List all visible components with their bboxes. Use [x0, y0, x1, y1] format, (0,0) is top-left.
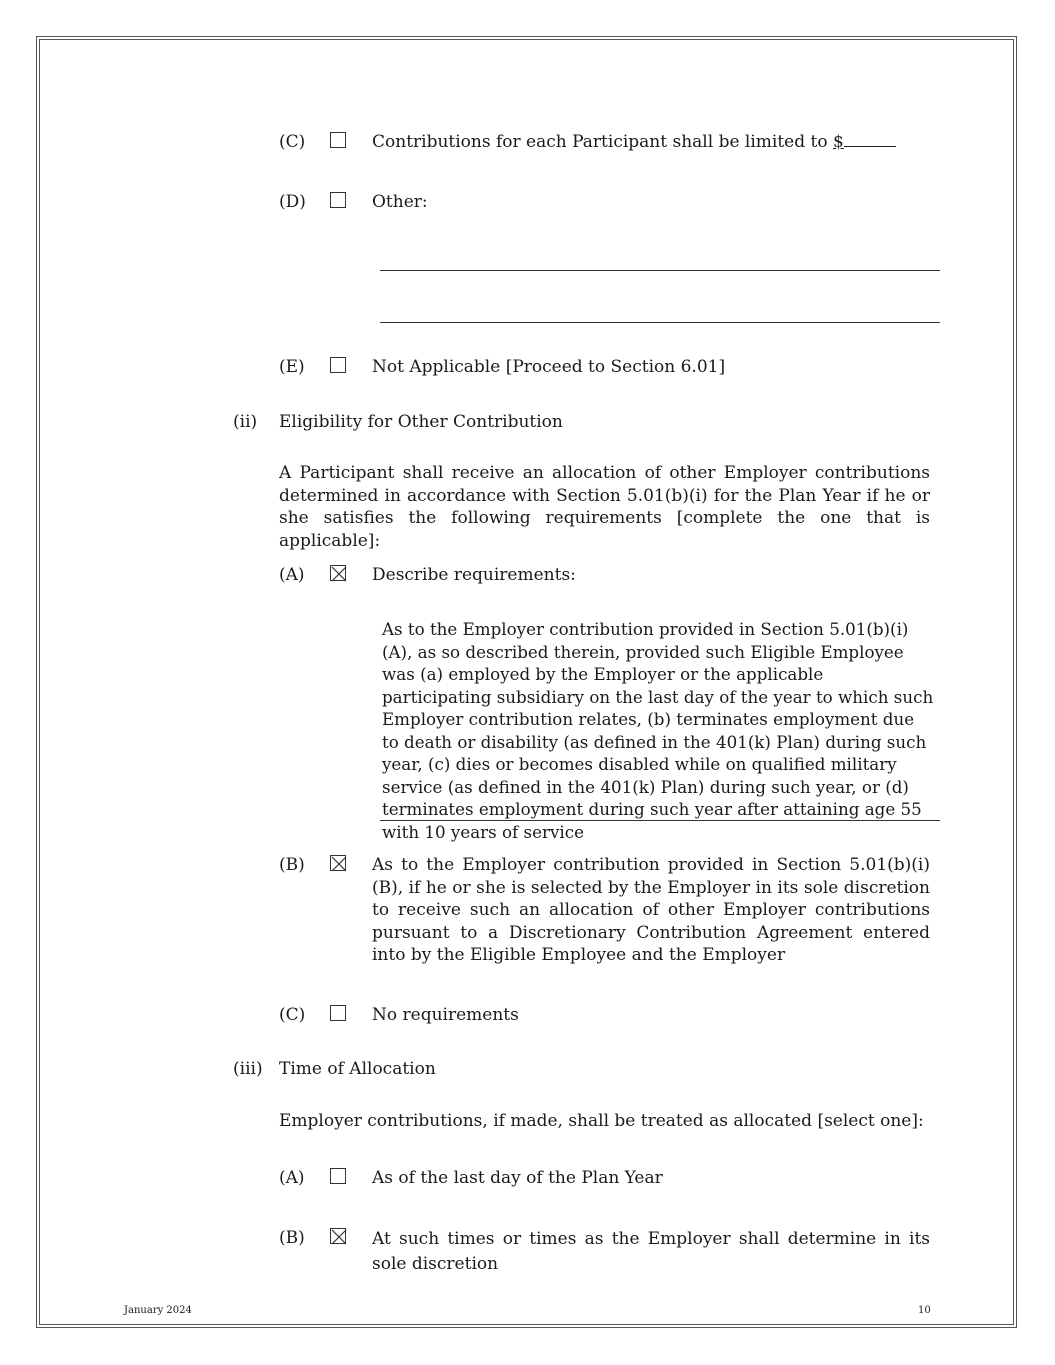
- checkbox-not-applicable[interactable]: [330, 357, 346, 373]
- checkbox-last-day-plan-year[interactable]: [330, 1168, 346, 1184]
- limit-contributions-text: Contributions for each Participant shall be limited to $: [372, 131, 896, 153]
- item-label: (A): [279, 565, 305, 585]
- amount-blank[interactable]: [844, 132, 896, 147]
- requirements-underline: [380, 820, 940, 821]
- checkbox-describe-requirements[interactable]: [330, 565, 346, 581]
- section-number: (ii): [233, 412, 258, 432]
- discretionary-text: As to the Employer contribution provided in Section 5.01(b)(i)(B), if he or she is selected by the Employer in its sole discretion to receive such an allocation of other Employer contributions pursuant to a Discretionary Contribution Agreement entered into by the Eligible Employee and the Employer: [372, 855, 930, 965]
- amount-prefix: $: [833, 132, 844, 152]
- checkbox-other[interactable]: [330, 192, 346, 208]
- other-blank-line-2[interactable]: [380, 322, 940, 323]
- other-text: Other:: [372, 192, 428, 212]
- check-x-icon: [331, 1229, 347, 1245]
- describe-requirements-text: Describe requirements:: [372, 565, 576, 585]
- section-number: (iii): [233, 1059, 263, 1079]
- footer-date: January 2024: [124, 1305, 192, 1316]
- employer-determine-text: At such times or times as the Employer shall determine in its sole discretion: [372, 1229, 930, 1274]
- check-x-icon: [331, 566, 347, 582]
- page-number: 10: [918, 1305, 931, 1316]
- item-label: (B): [279, 1228, 305, 1248]
- last-day-plan-year-text: As of the last day of the Plan Year: [372, 1168, 663, 1188]
- item-label: (E): [279, 357, 305, 377]
- item-label: (C): [279, 132, 306, 152]
- eligibility-intro: A Participant shall receive an allocation of other Employer contributions determined in accordance with Section 5.01(b)(i) for the Plan Year if he or she satisfies the following requirements [complete the one that is applicable]:: [279, 463, 930, 551]
- item-label: (C): [279, 1005, 306, 1025]
- section-heading: Time of Allocation: [279, 1059, 436, 1079]
- allocation-intro: Employer contributions, if made, shall be treated as allocated [select one]:: [279, 1111, 924, 1131]
- item-label: (D): [279, 192, 306, 212]
- other-blank-line-1[interactable]: [380, 270, 940, 271]
- checkbox-no-requirements[interactable]: [330, 1005, 346, 1021]
- checkbox-discretionary[interactable]: [330, 855, 346, 871]
- checkbox-limit-contributions[interactable]: [330, 132, 346, 148]
- check-x-icon: [331, 856, 347, 872]
- requirements-detail: As to the Employer contribution provided in Section 5.01(b)(i)(A), as so described therein, provided such Eligible Employee was (a) employed by the Employer or the applicable participating subsidiary on the last day of the year to which such Employer contribution relates, (b) terminates employment due to death or disability (as defined in the 401(k) Plan) during such year, (c) dies or becomes disabled while on qualified military service (as defined in the 401(k) Plan) during such year, or (d) terminates employment during such year after attaining age 55 with 10 years of service: [382, 619, 934, 842]
- section-heading: Eligibility for Other Contribution: [279, 412, 563, 432]
- not-applicable-text: Not Applicable [Proceed to Section 6.01]: [372, 357, 726, 377]
- no-requirements-text: No requirements: [372, 1005, 519, 1025]
- item-label: (A): [279, 1168, 305, 1188]
- item-label: (B): [279, 855, 305, 875]
- checkbox-employer-determine[interactable]: [330, 1228, 346, 1244]
